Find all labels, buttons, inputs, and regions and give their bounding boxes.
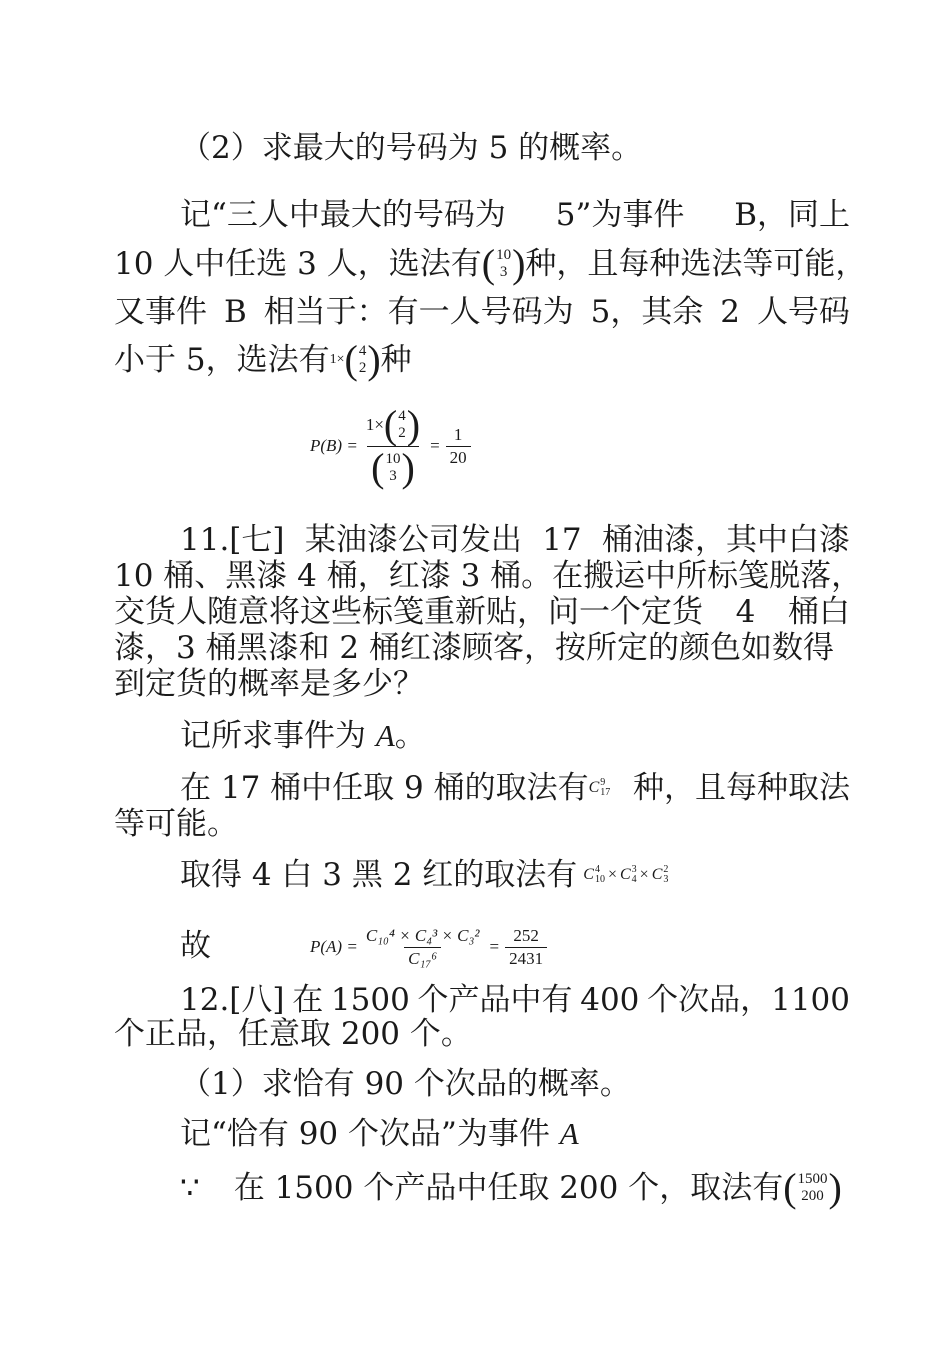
combination-c17-9 xyxy=(589,768,611,808)
text-seg: 交货人随意将这些标笺重新贴，问一个定货 xyxy=(114,594,703,630)
question-11-line5: 到定货的概率是多少？ xyxy=(114,666,424,702)
binom-bottom: 3 xyxy=(499,264,508,280)
combination-term: C 3 4 xyxy=(620,864,637,885)
eq-lhs: P(B) = xyxy=(310,436,358,455)
text-seg: 在 17 桶中任取 9 桶的取法有 xyxy=(180,770,589,806)
text-seg: B xyxy=(223,294,247,330)
binomial-10-3: ( 10 3 ) xyxy=(481,241,526,286)
subscript: 17 xyxy=(600,787,611,798)
c-symbol: C xyxy=(588,779,600,796)
fraction-result xyxy=(446,425,471,468)
fraction-numerator xyxy=(362,401,424,447)
text-seg: 4 xyxy=(735,594,756,630)
equation-p-a xyxy=(310,920,547,974)
text-seg: 种 xyxy=(380,342,412,378)
solution-12-line2 xyxy=(180,1165,842,1210)
fraction-main xyxy=(362,401,424,490)
question-number: 12.[八] xyxy=(180,982,285,1018)
text-seg: 1500 xyxy=(330,982,410,1018)
coef: 1× xyxy=(365,414,384,434)
text-seg: 5”为事件 xyxy=(555,197,685,233)
superscript: 3 xyxy=(631,864,637,875)
binom-top: 4 xyxy=(358,343,367,359)
text-seg: 某油漆公司发出 xyxy=(304,522,522,558)
fraction-denominator xyxy=(367,446,419,488)
question-11-line4: 漆，3 桶黑漆和 2 桶红漆顾客，按所定的颜色如数得 xyxy=(114,630,835,666)
text-seg: 记“恰有 90 个次品”为事件 xyxy=(180,1116,560,1152)
times-sign: × xyxy=(639,866,649,883)
eq-lhs: P(A) = xyxy=(310,937,358,956)
subquestion-2: （2）求最大的号码为 5 的概率。 xyxy=(180,130,643,166)
para-event-b-line4 xyxy=(114,337,412,382)
binom-bottom: 2 xyxy=(358,360,367,376)
fraction-numerator: 252 xyxy=(513,925,539,945)
text-seg: 人号码 xyxy=(756,294,850,330)
fraction-numerator: C₁₀⁴ × C₄³ × C₃² xyxy=(365,925,480,945)
text-seg: 记“三人中最大的号码为 xyxy=(180,197,506,233)
superscript: 4 xyxy=(594,864,600,875)
solution-11-line4 xyxy=(180,855,668,895)
question-11-line2: 10 桶、黑漆 4 桶，红漆 3 桶。在搬运中所标笺脱落， xyxy=(114,558,863,594)
equals-sign: = xyxy=(430,436,440,455)
solution-12-line1 xyxy=(180,1114,579,1154)
solution-11-line2 xyxy=(180,768,850,808)
text-seg: B，同上 xyxy=(734,197,850,233)
therefore-label: 故 xyxy=(180,928,211,964)
superscript: 2 xyxy=(663,864,669,875)
question-12-line2: 个正品，任意取 200 个。 xyxy=(114,1016,472,1052)
text-seg: 400 xyxy=(580,982,640,1018)
text-seg: 取得 4 白 3 黑 2 红的取法有 xyxy=(180,857,578,893)
binom-top: 10 xyxy=(385,450,401,467)
fraction-denominator: 20 xyxy=(446,446,471,468)
text-seg: 又事件 xyxy=(114,294,207,330)
question-11-line1 xyxy=(180,520,850,560)
text-group xyxy=(180,768,610,808)
combination-term: C 2 3 xyxy=(651,864,669,885)
variable-a: A xyxy=(559,1116,579,1151)
text-seg: 桶白 xyxy=(787,594,850,630)
text-seg: 小于 5，选法有 xyxy=(114,342,330,378)
text-seg: 个次品，1100 xyxy=(647,982,850,1018)
equals-sign: = xyxy=(489,937,500,956)
binomial-10-3: ( 10 3 ) xyxy=(371,444,415,490)
fraction-result xyxy=(505,926,547,969)
para-event-b-line3 xyxy=(114,292,850,332)
text-seg: 10 人中任选 3 人，选法有 xyxy=(114,246,482,282)
subscript: 4 xyxy=(631,874,637,885)
fraction-main xyxy=(362,926,484,969)
binom-top: 10 xyxy=(496,247,512,263)
subscript: 3 xyxy=(663,874,669,885)
combination-term: C 4 10 xyxy=(583,864,605,885)
text-seg: 桶油漆，其中白漆 xyxy=(601,522,850,558)
text-seg: 在 1500 个产品中任取 200 个，取法有 xyxy=(233,1170,784,1206)
equation-p-b xyxy=(310,398,471,494)
text-seg: 5，其余 xyxy=(590,294,704,330)
binom-bottom: 200 xyxy=(801,1188,824,1204)
text-seg: 2 xyxy=(720,294,740,330)
combination-product xyxy=(583,855,668,895)
text-seg: 17 xyxy=(542,522,582,558)
text-seg: 。 xyxy=(394,718,426,754)
text-seg: 个产品中有 xyxy=(417,982,573,1018)
para-event-b-line2 xyxy=(114,241,867,286)
binomial-4-2: ( 4 2 ) xyxy=(344,337,381,382)
text-seg: 在 xyxy=(292,982,324,1018)
solution-11-line3: 等可能。 xyxy=(114,806,238,842)
text-seg: 相当于：有一人号码为 xyxy=(263,294,574,330)
text-seg: 种，且每种取法 xyxy=(633,770,850,806)
binomial-4-2: ( 4 2 ) xyxy=(383,401,421,447)
because-symbol: ∵ xyxy=(180,1170,200,1206)
coef: 1× xyxy=(329,352,345,367)
question-11-line3 xyxy=(114,592,850,632)
binomial-1500-200: ( 1500 200 ) xyxy=(783,1165,842,1210)
binom-bottom: 2 xyxy=(398,424,406,441)
subquestion-12-1: （1）求恰有 90 个次品的概率。 xyxy=(180,1066,631,1102)
para-event-b-line1 xyxy=(180,195,850,235)
fraction-denominator: 2431 xyxy=(505,947,547,969)
solution-11-line1 xyxy=(180,716,426,756)
times-sign: × xyxy=(607,866,617,883)
binom-top: 1500 xyxy=(797,1171,828,1187)
subscript: 10 xyxy=(594,874,605,885)
binom-top: 4 xyxy=(398,407,406,424)
fraction-denominator: C₁₇⁶ xyxy=(404,947,441,969)
superscript: 9 xyxy=(600,777,606,788)
text-seg: 种，且每种选法等可能， xyxy=(525,246,867,282)
question-number: 11.[七] xyxy=(180,522,285,558)
binom-bottom: 3 xyxy=(389,467,397,484)
variable-a: A xyxy=(375,718,395,753)
text-seg: 记所求事件为 xyxy=(180,718,376,754)
fraction-numerator: 1 xyxy=(453,424,463,444)
